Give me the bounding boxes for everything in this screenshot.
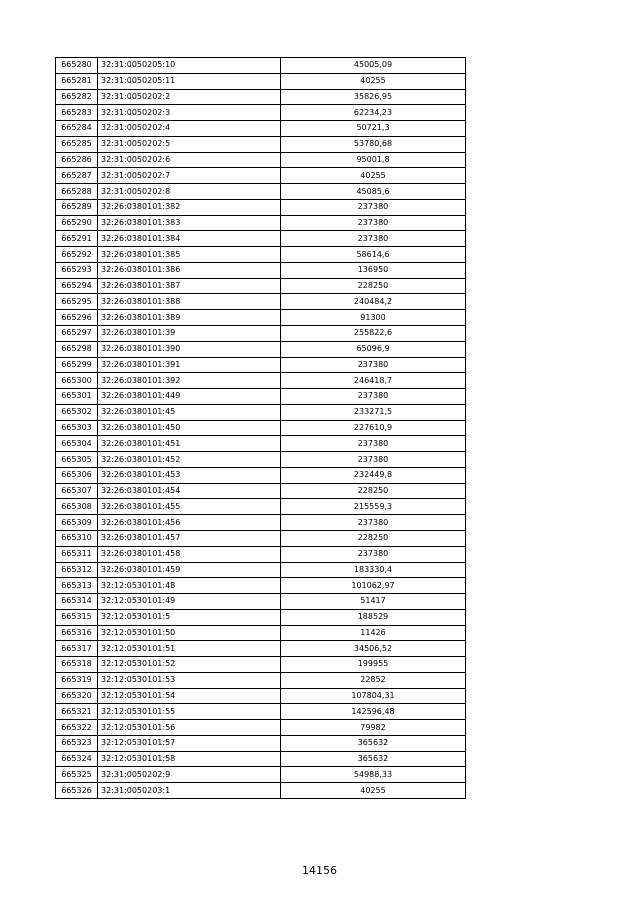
- row-id-cell: 665293: [56, 262, 98, 278]
- table-row: [56, 594, 466, 610]
- data-table: [55, 57, 466, 799]
- value-cell: 228250: [281, 530, 466, 546]
- cadastral-number-cell: 32:26:0380101:459: [98, 562, 281, 578]
- table-row: [56, 657, 466, 673]
- cadastral-number-cell: 32:26:0380101:458: [98, 546, 281, 562]
- cadastral-number-cell: 32:31:0050202:5: [98, 136, 281, 152]
- cadastral-number-cell: 32:12:0530101:5: [98, 609, 281, 625]
- table-row: [56, 121, 466, 137]
- value-cell: 136950: [281, 262, 466, 278]
- cadastral-number-cell: 32:26:0380101:390: [98, 341, 281, 357]
- row-id-cell: 665323: [56, 735, 98, 751]
- row-id-cell: 665290: [56, 215, 98, 231]
- table-row: [56, 751, 466, 767]
- value-cell: 237380: [281, 546, 466, 562]
- cadastral-number-cell: 32:26:0380101:389: [98, 310, 281, 326]
- row-id-cell: 665280: [56, 58, 98, 74]
- table-body: [56, 58, 466, 799]
- row-id-cell: 665288: [56, 184, 98, 200]
- table-row: [56, 326, 466, 342]
- table-row: [56, 199, 466, 215]
- table-row: [56, 688, 466, 704]
- table-row: [56, 357, 466, 373]
- value-cell: 215559,3: [281, 499, 466, 515]
- cadastral-number-cell: 32:12:0530101:50: [98, 625, 281, 641]
- cadastral-number-cell: 32:12:0530101:49: [98, 594, 281, 610]
- cadastral-number-cell: 32:12:0530101:53: [98, 672, 281, 688]
- value-cell: 54988,33: [281, 767, 466, 783]
- table-row: [56, 783, 466, 799]
- value-cell: 91300: [281, 310, 466, 326]
- table-row: [56, 73, 466, 89]
- cadastral-number-cell: 32:12:0530101:54: [98, 688, 281, 704]
- table-row: [56, 720, 466, 736]
- row-id-cell: 665282: [56, 89, 98, 105]
- row-id-cell: 665283: [56, 105, 98, 121]
- row-id-cell: 665310: [56, 530, 98, 546]
- table-row: [56, 278, 466, 294]
- row-id-cell: 665294: [56, 278, 98, 294]
- row-id-cell: 665326: [56, 783, 98, 799]
- value-cell: 237380: [281, 231, 466, 247]
- cadastral-number-cell: 32:26:0380101:45: [98, 404, 281, 420]
- row-id-cell: 665291: [56, 231, 98, 247]
- row-id-cell: 665289: [56, 199, 98, 215]
- row-id-cell: 665311: [56, 546, 98, 562]
- value-cell: 199955: [281, 657, 466, 673]
- row-id-cell: 665322: [56, 720, 98, 736]
- row-id-cell: 665306: [56, 467, 98, 483]
- row-id-cell: 665317: [56, 641, 98, 657]
- cadastral-number-cell: 32:31:0050205:10: [98, 58, 281, 74]
- table-row: [56, 247, 466, 263]
- table-row: [56, 152, 466, 168]
- value-cell: 237380: [281, 357, 466, 373]
- cadastral-number-cell: 32:26:0380101:386: [98, 262, 281, 278]
- row-id-cell: 665295: [56, 294, 98, 310]
- table-row: [56, 467, 466, 483]
- cadastral-number-cell: 32:31:0050203:1: [98, 783, 281, 799]
- cadastral-number-cell: 32:26:0380101:457: [98, 530, 281, 546]
- value-cell: 183330,4: [281, 562, 466, 578]
- cadastral-number-cell: 32:26:0380101:454: [98, 483, 281, 499]
- value-cell: 142596,48: [281, 704, 466, 720]
- value-cell: 228250: [281, 483, 466, 499]
- row-id-cell: 665285: [56, 136, 98, 152]
- row-id-cell: 665292: [56, 247, 98, 263]
- cadastral-number-cell: 32:26:0380101:451: [98, 436, 281, 452]
- value-cell: 58614,6: [281, 247, 466, 263]
- cadastral-number-cell: 32:26:0380101:392: [98, 373, 281, 389]
- table-row: [56, 231, 466, 247]
- value-cell: 240484,2: [281, 294, 466, 310]
- row-id-cell: 665320: [56, 688, 98, 704]
- cadastral-number-cell: 32:26:0380101:391: [98, 357, 281, 373]
- table-row: [56, 767, 466, 783]
- value-cell: 237380: [281, 215, 466, 231]
- cadastral-number-cell: 32:31:0050202:8: [98, 184, 281, 200]
- value-cell: 255822,6: [281, 326, 466, 342]
- row-id-cell: 665314: [56, 594, 98, 610]
- value-cell: 233271,5: [281, 404, 466, 420]
- cadastral-number-cell: 32:12:0530101:57: [98, 735, 281, 751]
- value-cell: 246418,7: [281, 373, 466, 389]
- table-row: [56, 499, 466, 515]
- cadastral-number-cell: 32:26:0380101:39: [98, 326, 281, 342]
- table-row: [56, 58, 466, 74]
- row-id-cell: 665315: [56, 609, 98, 625]
- table-row: [56, 373, 466, 389]
- table-row: [56, 341, 466, 357]
- value-cell: 65096,9: [281, 341, 466, 357]
- cadastral-number-cell: 32:12:0530101:52: [98, 657, 281, 673]
- page-number: 14156: [302, 864, 337, 877]
- row-id-cell: 665301: [56, 389, 98, 405]
- row-id-cell: 665325: [56, 767, 98, 783]
- value-cell: 62234,23: [281, 105, 466, 121]
- cadastral-number-cell: 32:31:0050202:7: [98, 168, 281, 184]
- cadastral-number-cell: 32:26:0380101:452: [98, 452, 281, 468]
- table-row: [56, 420, 466, 436]
- row-id-cell: 665298: [56, 341, 98, 357]
- table-row: [56, 562, 466, 578]
- cadastral-number-cell: 32:12:0530101:56: [98, 720, 281, 736]
- value-cell: 237380: [281, 436, 466, 452]
- cadastral-number-cell: 32:26:0380101:383: [98, 215, 281, 231]
- table-row: [56, 184, 466, 200]
- row-id-cell: 665309: [56, 515, 98, 531]
- value-cell: 237380: [281, 452, 466, 468]
- table-row: [56, 389, 466, 405]
- value-cell: 237380: [281, 199, 466, 215]
- value-cell: 40255: [281, 73, 466, 89]
- cadastral-number-cell: 32:26:0380101:384: [98, 231, 281, 247]
- table-row: [56, 436, 466, 452]
- value-cell: 34506,52: [281, 641, 466, 657]
- row-id-cell: 665313: [56, 578, 98, 594]
- table-row: [56, 515, 466, 531]
- value-cell: 228250: [281, 278, 466, 294]
- cadastral-number-cell: 32:12:0530101:48: [98, 578, 281, 594]
- cadastral-number-cell: 32:12:0530101:58: [98, 751, 281, 767]
- row-id-cell: 665319: [56, 672, 98, 688]
- value-cell: 188529: [281, 609, 466, 625]
- table-row: [56, 136, 466, 152]
- row-id-cell: 665296: [56, 310, 98, 326]
- row-id-cell: 665324: [56, 751, 98, 767]
- cadastral-number-cell: 32:12:0530101:51: [98, 641, 281, 657]
- cadastral-number-cell: 32:31:0050202:6: [98, 152, 281, 168]
- value-cell: 232449,8: [281, 467, 466, 483]
- row-id-cell: 665316: [56, 625, 98, 641]
- value-cell: 22852: [281, 672, 466, 688]
- row-id-cell: 665318: [56, 657, 98, 673]
- value-cell: 45005,09: [281, 58, 466, 74]
- table-row: [56, 530, 466, 546]
- table-row: [56, 578, 466, 594]
- row-id-cell: 665307: [56, 483, 98, 499]
- table-row: [56, 483, 466, 499]
- row-id-cell: 665286: [56, 152, 98, 168]
- value-cell: 95001,8: [281, 152, 466, 168]
- table-row: [56, 735, 466, 751]
- value-cell: 79982: [281, 720, 466, 736]
- cadastral-number-cell: 32:26:0380101:382: [98, 199, 281, 215]
- table-row: [56, 704, 466, 720]
- cadastral-number-cell: 32:31:0050202:3: [98, 105, 281, 121]
- table-row: [56, 452, 466, 468]
- value-cell: 11426: [281, 625, 466, 641]
- value-cell: 35826,95: [281, 89, 466, 105]
- row-id-cell: 665303: [56, 420, 98, 436]
- table-row: [56, 262, 466, 278]
- cadastral-number-cell: 32:12:0530101:55: [98, 704, 281, 720]
- cadastral-number-cell: 32:26:0380101:385: [98, 247, 281, 263]
- value-cell: 237380: [281, 389, 466, 405]
- cadastral-number-cell: 32:26:0380101:450: [98, 420, 281, 436]
- cadastral-number-cell: 32:31:0050202:9: [98, 767, 281, 783]
- value-cell: 365632: [281, 735, 466, 751]
- table-row: [56, 641, 466, 657]
- row-id-cell: 665302: [56, 404, 98, 420]
- table-row: [56, 609, 466, 625]
- row-id-cell: 665304: [56, 436, 98, 452]
- value-cell: 40255: [281, 783, 466, 799]
- value-cell: 51417: [281, 594, 466, 610]
- row-id-cell: 665287: [56, 168, 98, 184]
- cadastral-number-cell: 32:31:0050202:2: [98, 89, 281, 105]
- value-cell: 50721,3: [281, 121, 466, 137]
- row-id-cell: 665299: [56, 357, 98, 373]
- row-id-cell: 665312: [56, 562, 98, 578]
- row-id-cell: 665300: [56, 373, 98, 389]
- table-row: [56, 215, 466, 231]
- cadastral-number-cell: 32:26:0380101:456: [98, 515, 281, 531]
- table-row: [56, 294, 466, 310]
- table-row: [56, 310, 466, 326]
- cadastral-number-cell: 32:26:0380101:388: [98, 294, 281, 310]
- value-cell: 227610,9: [281, 420, 466, 436]
- cadastral-number-cell: 32:31:0050205:11: [98, 73, 281, 89]
- cadastral-number-cell: 32:26:0380101:453: [98, 467, 281, 483]
- row-id-cell: 665321: [56, 704, 98, 720]
- table-row: [56, 546, 466, 562]
- table-row: [56, 404, 466, 420]
- value-cell: 365632: [281, 751, 466, 767]
- row-id-cell: 665308: [56, 499, 98, 515]
- cadastral-number-cell: 32:26:0380101:387: [98, 278, 281, 294]
- row-id-cell: 665297: [56, 326, 98, 342]
- cadastral-number-cell: 32:26:0380101:449: [98, 389, 281, 405]
- value-cell: 45085,6: [281, 184, 466, 200]
- value-cell: 237380: [281, 515, 466, 531]
- cadastral-number-cell: 32:31:0050202:4: [98, 121, 281, 137]
- row-id-cell: 665305: [56, 452, 98, 468]
- table-row: [56, 625, 466, 641]
- table-row: [56, 672, 466, 688]
- value-cell: 40255: [281, 168, 466, 184]
- table-row: [56, 105, 466, 121]
- row-id-cell: 665281: [56, 73, 98, 89]
- value-cell: 101062,97: [281, 578, 466, 594]
- cadastral-number-cell: 32:26:0380101:455: [98, 499, 281, 515]
- value-cell: 53780,68: [281, 136, 466, 152]
- value-cell: 107804,31: [281, 688, 466, 704]
- table-row: [56, 168, 466, 184]
- table-row: [56, 89, 466, 105]
- row-id-cell: 665284: [56, 121, 98, 137]
